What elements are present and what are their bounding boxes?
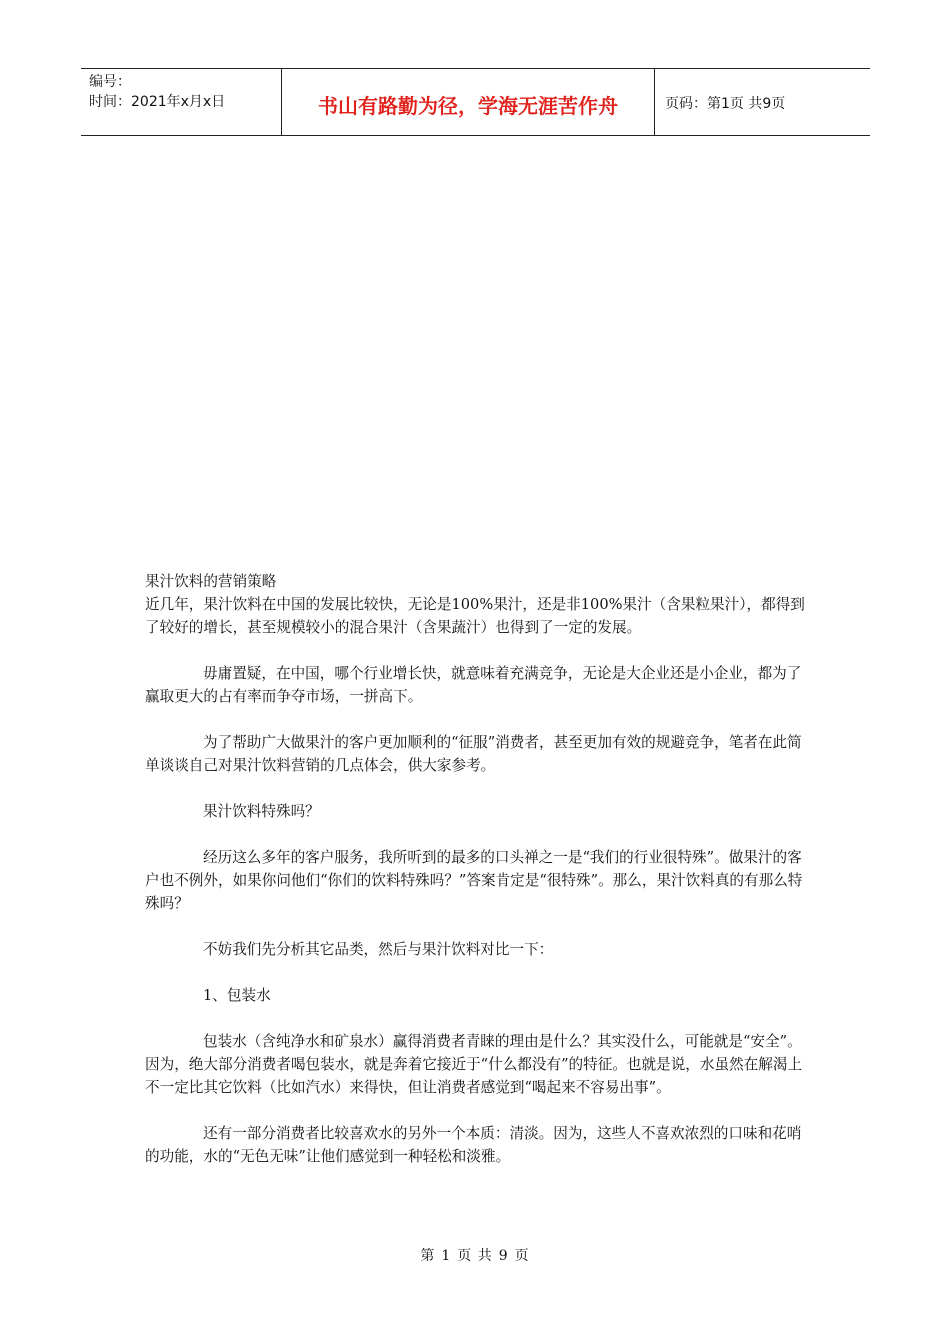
article-body xyxy=(145,570,811,1168)
footer-middle: 页 共 xyxy=(457,1248,493,1264)
footer-prefix: 第 xyxy=(420,1248,436,1264)
paragraph-purpose: 为了帮助广大做果汁的客户更加顺利的“征服”消费者，甚至更加有效的规避竞争，笔者在此简单谈谈自己对果汁饮料营销的几点体会，供大家参考。 xyxy=(145,734,802,774)
header-motto: 书山有路勤为径，学海无涯苦作舟 xyxy=(282,69,655,135)
paragraph-water-safety: 包装水（含纯净水和矿泉水）赢得消费者青睐的理由是什么？其实没什么，可能就是“安全”。因为，绝大部分消费者喝包装水，就是奔着它接近于“什么都没有”的特征。也就是说，水虽然在解渴上不一定比其它饮料（比如汽水）来得快，但让消费者感觉到“喝起来不容易出事”。 xyxy=(145,1033,803,1096)
document-number-label: 编号： xyxy=(89,74,131,90)
paragraph-water-light: 还有一部分消费者比较喜欢水的另外一个本质：清淡。因为，这些人不喜欢浓烈的口味和花哨的功能，水的“无色无味”让他们感觉到一种轻松和淡雅。 xyxy=(145,1125,802,1165)
section-heading-special: 果汁饮料特殊吗？ xyxy=(203,803,320,820)
header-page-info: 页码：第1页 共9页 xyxy=(665,96,786,112)
paragraph-experience: 经历这么多年的客户服务，我所听到的最多的口头禅之一是“我们的行业很特殊”。做果汁的客户也不例外，如果你问他们“你们的饮料特殊吗？”答案肯定是“很特殊”。那么，果汁饮料真的有那么特殊吗？ xyxy=(145,849,803,912)
article-title: 果汁饮料的营销策略 xyxy=(145,573,277,590)
header-meta-cell xyxy=(81,69,282,135)
paragraph-compare: 不妨我们先分析其它品类，然后与果汁饮料对比一下： xyxy=(203,941,554,958)
document-date-label: 时间：2021年x月x日 xyxy=(89,94,226,110)
subheading-bottled-water: 1、包装水 xyxy=(203,987,271,1004)
paragraph-competition: 毋庸置疑，在中国，哪个行业增长快，就意味着充满竞争，无论是大企业还是小企业，都为了赢取更大的占有率而争夺市场，一拼高下。 xyxy=(145,665,802,705)
footer-total-pages: 9 xyxy=(498,1248,509,1264)
page-header xyxy=(81,68,870,136)
paragraph-intro: 近几年，果汁饮料在中国的发展比较快，无论是100%果汁，还是非100%果汁（含果粒果汁），都得到了较好的增长，甚至规模较小的混合果汁（含果蔬汁）也得到了一定的发展。 xyxy=(145,596,805,636)
footer-current-page: 1 xyxy=(441,1248,452,1264)
footer-suffix: 页 xyxy=(514,1248,530,1264)
page-footer xyxy=(0,1245,950,1265)
